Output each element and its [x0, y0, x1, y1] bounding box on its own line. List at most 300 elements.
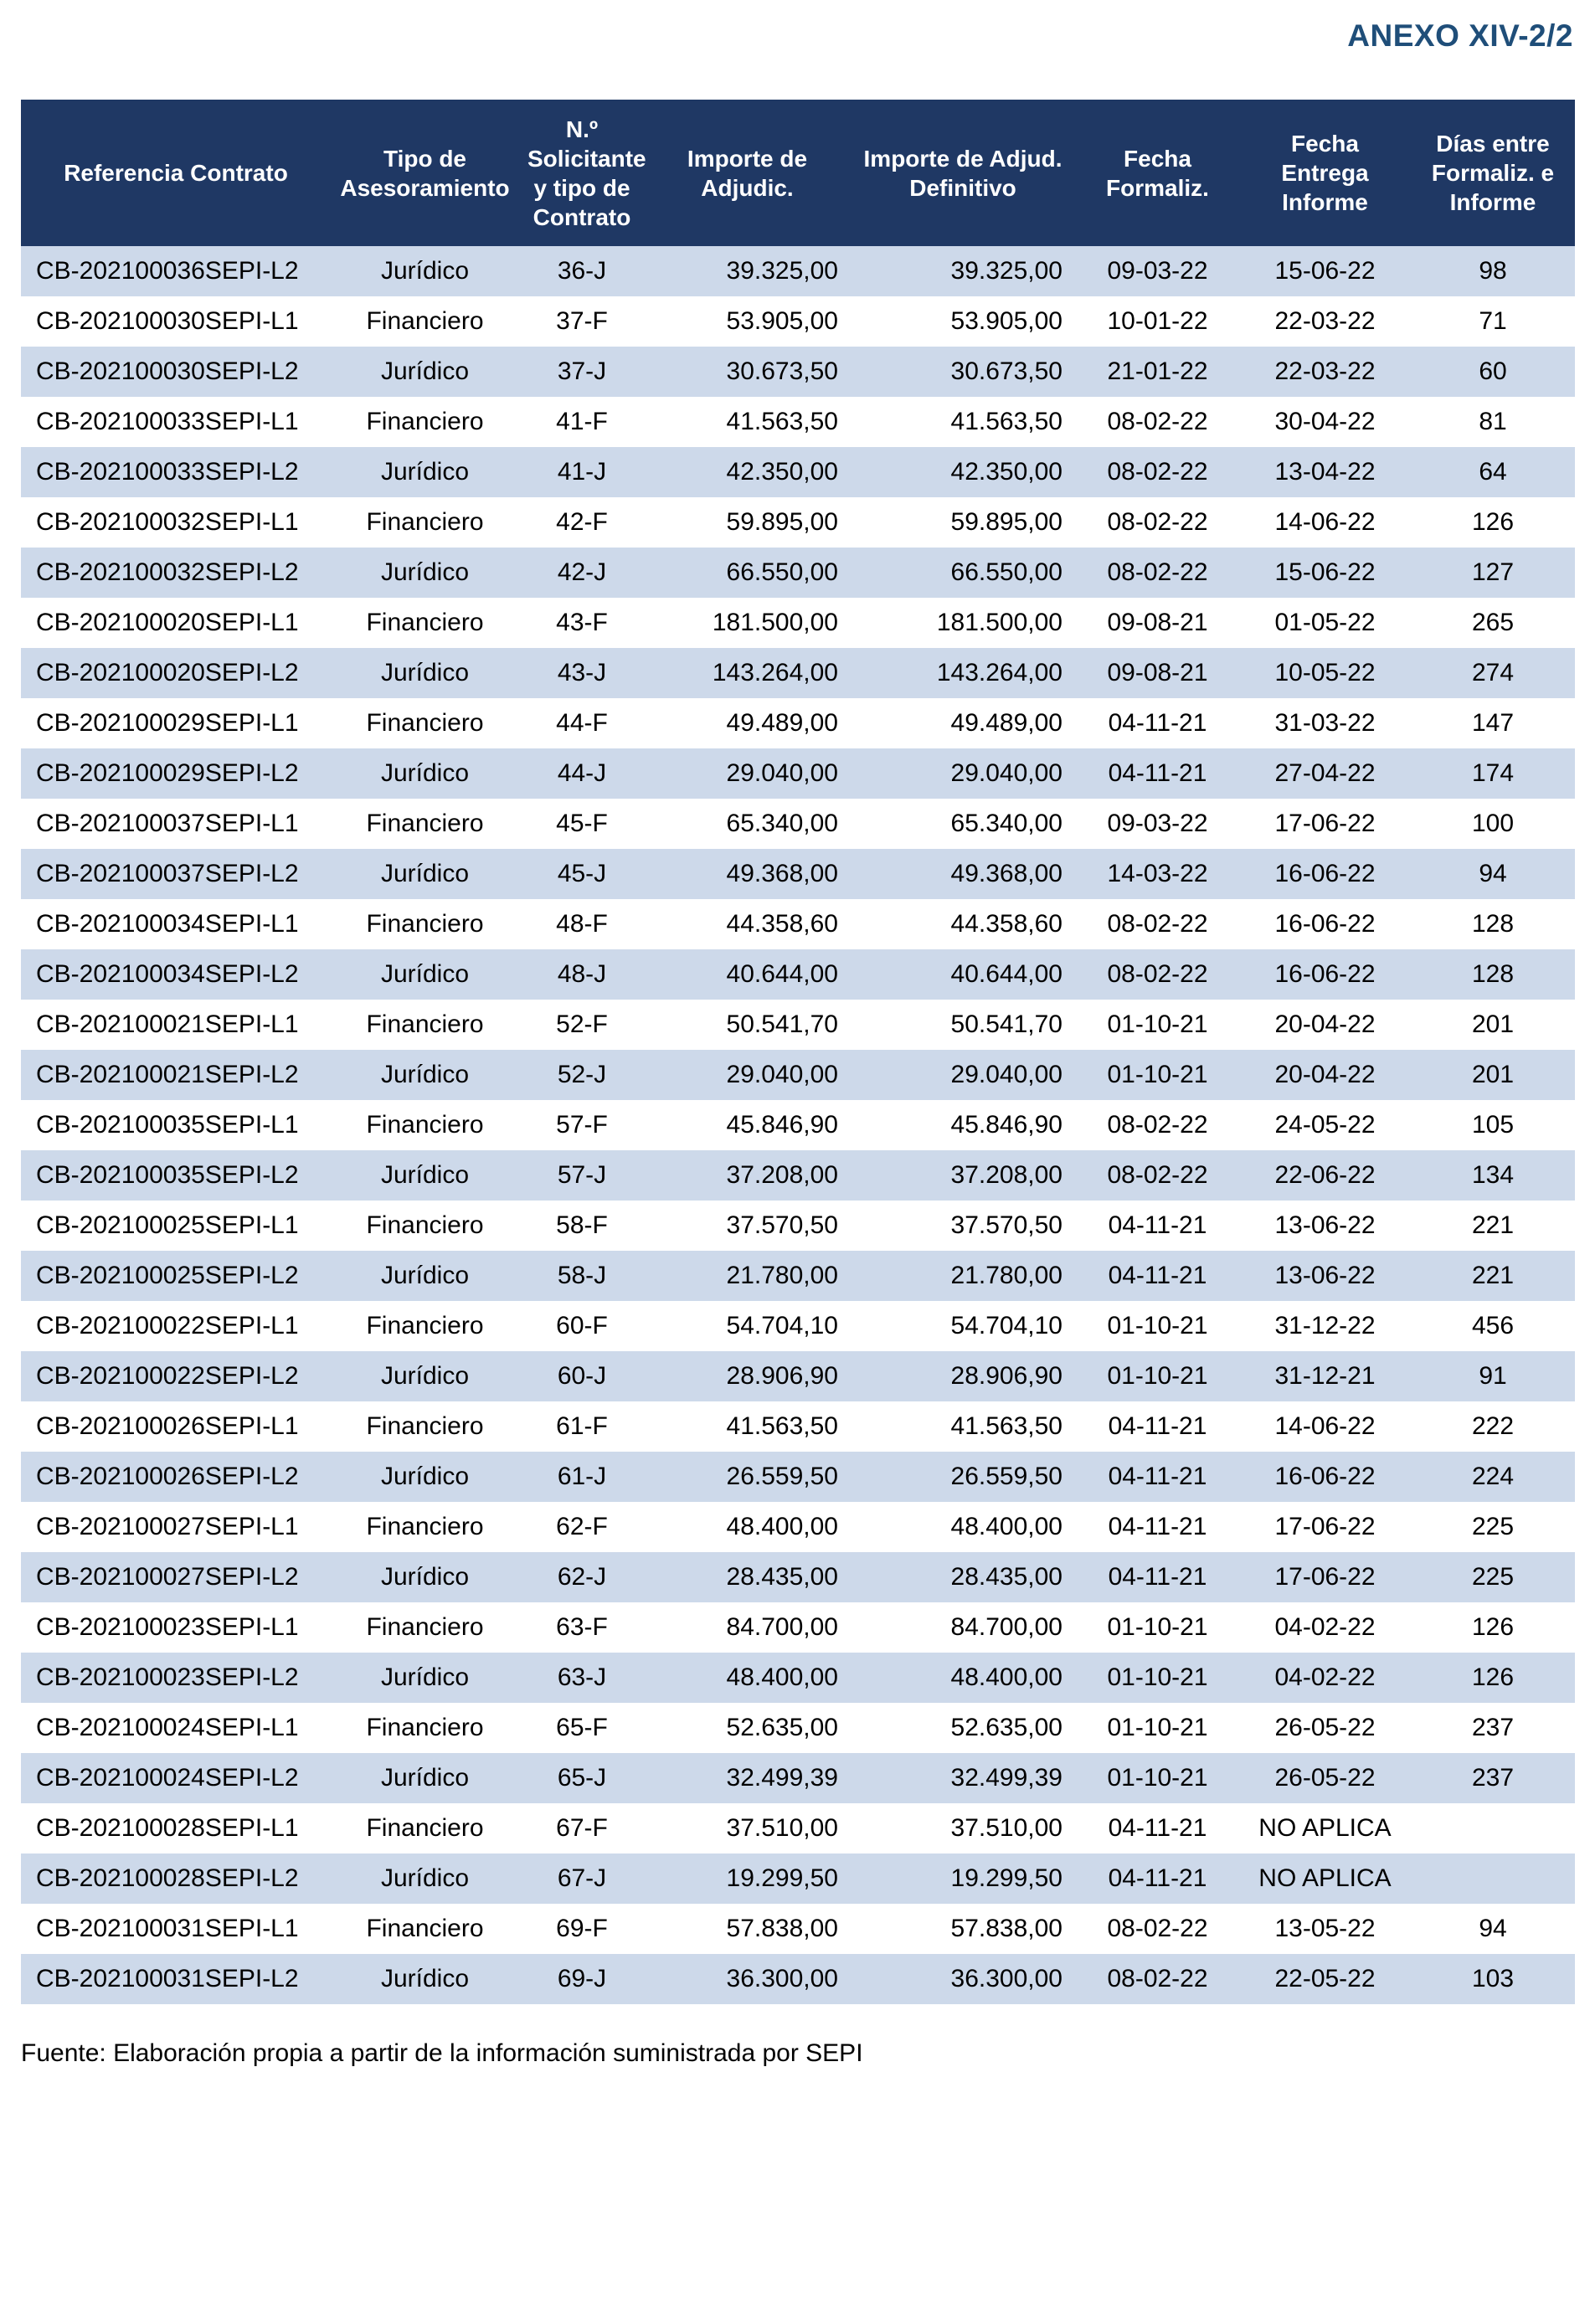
cell-importe-adjud-definitivo: 57.838,00: [950, 1915, 1062, 1942]
cell-fecha-formaliz: 01-10-21: [1107, 1613, 1208, 1641]
cell-importe-adjudic: 49.368,00: [726, 860, 838, 887]
cell-tipo-asesoramiento: Jurídico: [380, 1262, 470, 1289]
cell-tipo-asesoramiento: Financiero: [366, 1513, 484, 1540]
cell-importe-adjud-definitivo: 32.499,39: [950, 1764, 1062, 1792]
table-row: [21, 648, 1575, 698]
cell-referencia-contrato: CB-202100029SEPI-L1: [36, 709, 299, 737]
cell-fecha-formaliz: 08-02-22: [1107, 960, 1208, 988]
cell-referencia-contrato: CB-202100035SEPI-L2: [36, 1161, 299, 1189]
cell-fecha-entrega-informe: 20-04-22: [1274, 1010, 1376, 1038]
table-row: [21, 1954, 1575, 2004]
cell-num-solicitante: 62-J: [557, 1563, 607, 1591]
cell-importe-adjud-definitivo: 53.905,00: [950, 307, 1062, 335]
cell-referencia-contrato: CB-202100030SEPI-L1: [36, 307, 299, 335]
cell-importe-adjud-definitivo: 29.040,00: [950, 759, 1062, 787]
cell-num-solicitante: 60-J: [557, 1362, 607, 1390]
column-header-dias-entre-formaliz-informe: Días entre Formaliz. e Informe: [1411, 100, 1575, 246]
table-row: [21, 1854, 1575, 1904]
table-row: [21, 1201, 1575, 1251]
cell-dias-entre-formaliz-informe: 221: [1471, 1211, 1515, 1239]
cell-importe-adjudic: 52.635,00: [726, 1714, 838, 1741]
cell-importe-adjud-definitivo: 50.541,70: [950, 1010, 1062, 1038]
cell-fecha-formaliz: 04-11-21: [1108, 1563, 1207, 1591]
cell-referencia-contrato: CB-202100031SEPI-L2: [36, 1965, 299, 1992]
cell-importe-adjudic: 53.905,00: [726, 307, 838, 335]
cell-importe-adjudic: 41.563,50: [726, 408, 838, 435]
cell-num-solicitante: 52-F: [556, 1010, 608, 1038]
cell-referencia-contrato: CB-202100026SEPI-L2: [36, 1463, 299, 1490]
cell-fecha-formaliz: 09-03-22: [1107, 810, 1208, 837]
cell-num-solicitante: 37-J: [557, 357, 607, 385]
cell-fecha-entrega-informe: NO APLICA: [1258, 1814, 1392, 1842]
cell-fecha-formaliz: 14-03-22: [1107, 860, 1208, 887]
table-row: [21, 246, 1575, 296]
cell-referencia-contrato: CB-202100031SEPI-L1: [36, 1915, 299, 1942]
table-header-row: [21, 100, 1575, 246]
cell-fecha-formaliz: 04-11-21: [1108, 1513, 1207, 1540]
cell-fecha-formaliz: 09-08-21: [1107, 609, 1208, 636]
cell-fecha-entrega-informe: 22-05-22: [1274, 1965, 1376, 1992]
cell-dias-entre-formaliz-informe: 225: [1471, 1563, 1515, 1591]
cell-tipo-asesoramiento: Financiero: [366, 1714, 484, 1741]
cell-tipo-asesoramiento: Jurídico: [380, 860, 470, 887]
cell-importe-adjudic: 49.489,00: [726, 709, 838, 737]
cell-tipo-asesoramiento: Jurídico: [380, 1061, 470, 1088]
cell-importe-adjudic: 29.040,00: [726, 1061, 838, 1088]
cell-dias-entre-formaliz-informe: 222: [1471, 1412, 1515, 1440]
cell-referencia-contrato: CB-202100021SEPI-L2: [36, 1061, 299, 1088]
cell-referencia-contrato: CB-202100022SEPI-L2: [36, 1362, 299, 1390]
cell-dias-entre-formaliz-informe: 274: [1471, 659, 1515, 686]
cell-num-solicitante: 43-F: [556, 609, 608, 636]
cell-fecha-formaliz: 09-08-21: [1107, 659, 1208, 686]
cell-fecha-entrega-informe: 30-04-22: [1274, 408, 1376, 435]
cell-fecha-formaliz: 01-10-21: [1107, 1061, 1208, 1088]
cell-importe-adjudic: 143.264,00: [712, 659, 838, 686]
cell-referencia-contrato: CB-202100029SEPI-L2: [36, 759, 299, 787]
cell-referencia-contrato: CB-202100021SEPI-L1: [36, 1010, 299, 1038]
cell-dias-entre-formaliz-informe: 103: [1471, 1965, 1515, 1992]
cell-dias-entre-formaliz-informe: 134: [1471, 1161, 1515, 1189]
cell-fecha-formaliz: 08-02-22: [1107, 1915, 1208, 1942]
column-header-num-solicitante: N.º Solicitante y tipo de Contrato: [519, 100, 645, 246]
cell-tipo-asesoramiento: Financiero: [366, 609, 484, 636]
cell-fecha-entrega-informe: 22-03-22: [1274, 357, 1376, 385]
cell-importe-adjudic: 59.895,00: [726, 508, 838, 536]
cell-fecha-entrega-informe: 17-06-22: [1274, 1563, 1376, 1591]
cell-fecha-formaliz: 08-02-22: [1107, 910, 1208, 938]
table-row: [21, 849, 1575, 899]
table-row: [21, 949, 1575, 1000]
cell-importe-adjudic: 28.906,90: [726, 1362, 838, 1390]
cell-importe-adjud-definitivo: 84.700,00: [950, 1613, 1062, 1641]
table-row: [21, 1301, 1575, 1351]
page-title: ANEXO XIV-2/2: [1347, 18, 1573, 53]
cell-importe-adjud-definitivo: 26.559,50: [950, 1463, 1062, 1490]
cell-importe-adjudic: 32.499,39: [726, 1764, 838, 1792]
cell-referencia-contrato: CB-202100027SEPI-L1: [36, 1513, 299, 1540]
cell-importe-adjudic: 21.780,00: [726, 1262, 838, 1289]
cell-fecha-entrega-informe: 17-06-22: [1274, 810, 1376, 837]
cell-importe-adjud-definitivo: 41.563,50: [950, 1412, 1062, 1440]
cell-tipo-asesoramiento: Financiero: [366, 910, 484, 938]
cell-referencia-contrato: CB-202100022SEPI-L1: [36, 1312, 299, 1339]
cell-importe-adjudic: 54.704,10: [726, 1312, 838, 1339]
cell-dias-entre-formaliz-informe: 126: [1471, 1613, 1515, 1641]
cell-fecha-formaliz: 01-10-21: [1107, 1663, 1208, 1691]
cell-dias-entre-formaliz-informe: [1411, 1803, 1575, 1854]
cell-fecha-formaliz: 21-01-22: [1107, 357, 1208, 385]
cell-tipo-asesoramiento: Financiero: [366, 1111, 484, 1139]
table-row: [21, 296, 1575, 347]
cell-tipo-asesoramiento: Jurídico: [380, 759, 470, 787]
cell-num-solicitante: 67-F: [556, 1814, 608, 1842]
cell-dias-entre-formaliz-informe: 94: [1479, 1915, 1507, 1942]
cell-num-solicitante: 44-F: [556, 709, 608, 737]
cell-dias-entre-formaliz-informe: [1411, 1854, 1575, 1904]
column-header-fecha-entrega-informe: Fecha Entrega Informe: [1239, 100, 1411, 246]
cell-num-solicitante: 41-F: [556, 408, 608, 435]
cell-num-solicitante: 43-J: [557, 659, 607, 686]
cell-tipo-asesoramiento: Financiero: [366, 709, 484, 737]
cell-fecha-formaliz: 01-10-21: [1107, 1362, 1208, 1390]
cell-dias-entre-formaliz-informe: 105: [1471, 1111, 1515, 1139]
table-row: [21, 548, 1575, 598]
cell-importe-adjudic: 66.550,00: [726, 558, 838, 586]
table-row: [21, 748, 1575, 799]
cell-referencia-contrato: CB-202100034SEPI-L2: [36, 960, 299, 988]
table-row: [21, 1602, 1575, 1653]
cell-num-solicitante: 36-J: [557, 257, 607, 285]
cell-tipo-asesoramiento: Financiero: [366, 1814, 484, 1842]
cell-importe-adjud-definitivo: 21.780,00: [950, 1262, 1062, 1289]
cell-fecha-entrega-informe: 31-03-22: [1274, 709, 1376, 737]
cell-num-solicitante: 62-F: [556, 1513, 608, 1540]
cell-num-solicitante: 45-J: [557, 860, 607, 887]
cell-fecha-entrega-informe: 26-05-22: [1274, 1714, 1376, 1741]
cell-importe-adjudic: 44.358,60: [726, 910, 838, 938]
cell-fecha-formaliz: 04-11-21: [1108, 1412, 1207, 1440]
cell-importe-adjudic: 181.500,00: [712, 609, 838, 636]
cell-num-solicitante: 63-F: [556, 1613, 608, 1641]
cell-referencia-contrato: CB-202100037SEPI-L2: [36, 860, 299, 887]
table-header: [21, 100, 1575, 246]
cell-importe-adjudic: 28.435,00: [726, 1563, 838, 1591]
cell-importe-adjudic: 57.838,00: [726, 1915, 838, 1942]
cell-num-solicitante: 57-F: [556, 1111, 608, 1139]
cell-fecha-formaliz: 08-02-22: [1107, 508, 1208, 536]
cell-importe-adjudic: 37.208,00: [726, 1161, 838, 1189]
cell-dias-entre-formaliz-informe: 225: [1471, 1513, 1515, 1540]
cell-fecha-entrega-informe: 13-06-22: [1274, 1211, 1376, 1239]
cell-fecha-entrega-informe: 14-06-22: [1274, 508, 1376, 536]
table-row: [21, 447, 1575, 497]
cell-fecha-entrega-informe: NO APLICA: [1258, 1864, 1392, 1892]
cell-fecha-entrega-informe: 26-05-22: [1274, 1764, 1376, 1792]
cell-referencia-contrato: CB-202100025SEPI-L2: [36, 1262, 299, 1289]
table-row: [21, 347, 1575, 397]
cell-fecha-entrega-informe: 16-06-22: [1274, 910, 1376, 938]
cell-dias-entre-formaliz-informe: 126: [1471, 508, 1515, 536]
cell-num-solicitante: 58-F: [556, 1211, 608, 1239]
cell-num-solicitante: 60-F: [556, 1312, 608, 1339]
cell-referencia-contrato: CB-202100033SEPI-L2: [36, 458, 299, 486]
cell-num-solicitante: 69-J: [557, 1965, 607, 1992]
cell-tipo-asesoramiento: Financiero: [366, 1211, 484, 1239]
cell-tipo-asesoramiento: Financiero: [366, 1915, 484, 1942]
cell-importe-adjudic: 50.541,70: [726, 1010, 838, 1038]
cell-num-solicitante: 48-J: [557, 960, 607, 988]
cell-fecha-formaliz: 04-11-21: [1108, 1211, 1207, 1239]
cell-tipo-asesoramiento: Financiero: [366, 1010, 484, 1038]
cell-importe-adjudic: 37.570,50: [726, 1211, 838, 1239]
cell-dias-entre-formaliz-informe: 221: [1471, 1262, 1515, 1289]
cell-referencia-contrato: CB-202100025SEPI-L1: [36, 1211, 299, 1239]
cell-tipo-asesoramiento: Jurídico: [380, 960, 470, 988]
cell-referencia-contrato: CB-202100024SEPI-L2: [36, 1764, 299, 1792]
cell-importe-adjudic: 48.400,00: [726, 1513, 838, 1540]
table-row: [21, 1653, 1575, 1703]
cell-dias-entre-formaliz-informe: 201: [1471, 1010, 1515, 1038]
cell-dias-entre-formaliz-informe: 94: [1479, 860, 1507, 887]
table-row: [21, 1351, 1575, 1401]
cell-num-solicitante: 37-F: [556, 307, 608, 335]
table-row: [21, 1703, 1575, 1753]
cell-num-solicitante: 42-F: [556, 508, 608, 536]
cell-tipo-asesoramiento: Financiero: [366, 1312, 484, 1339]
cell-fecha-entrega-informe: 04-02-22: [1274, 1613, 1376, 1641]
cell-tipo-asesoramiento: Financiero: [366, 307, 484, 335]
cell-importe-adjud-definitivo: 37.208,00: [950, 1161, 1062, 1189]
cell-num-solicitante: 57-J: [557, 1161, 607, 1189]
cell-importe-adjudic: 84.700,00: [726, 1613, 838, 1641]
cell-importe-adjud-definitivo: 37.570,50: [950, 1211, 1062, 1239]
cell-dias-entre-formaliz-informe: 174: [1471, 759, 1515, 787]
cell-num-solicitante: 63-J: [557, 1663, 607, 1691]
table-row: [21, 1552, 1575, 1602]
cell-fecha-formaliz: 04-11-21: [1108, 1262, 1207, 1289]
cell-num-solicitante: 42-J: [557, 558, 607, 586]
cell-fecha-entrega-informe: 10-05-22: [1274, 659, 1376, 686]
cell-dias-entre-formaliz-informe: 201: [1471, 1061, 1515, 1088]
cell-importe-adjud-definitivo: 28.906,90: [950, 1362, 1062, 1390]
table-row: [21, 799, 1575, 849]
cell-tipo-asesoramiento: Financiero: [366, 1613, 484, 1641]
cell-importe-adjudic: 48.400,00: [726, 1663, 838, 1691]
cell-importe-adjud-definitivo: 48.400,00: [950, 1663, 1062, 1691]
cell-fecha-entrega-informe: 16-06-22: [1274, 1463, 1376, 1490]
cell-importe-adjud-definitivo: 49.489,00: [950, 709, 1062, 737]
cell-fecha-entrega-informe: 31-12-21: [1274, 1362, 1376, 1390]
cell-importe-adjud-definitivo: 42.350,00: [950, 458, 1062, 486]
cell-tipo-asesoramiento: Jurídico: [380, 458, 470, 486]
table-row: [21, 1100, 1575, 1150]
cell-importe-adjudic: 19.299,50: [726, 1864, 838, 1892]
cell-tipo-asesoramiento: Jurídico: [380, 1563, 470, 1591]
cell-tipo-asesoramiento: Jurídico: [380, 1463, 470, 1490]
cell-fecha-entrega-informe: 14-06-22: [1274, 1412, 1376, 1440]
cell-fecha-entrega-informe: 27-04-22: [1274, 759, 1376, 787]
cell-referencia-contrato: CB-202100037SEPI-L1: [36, 810, 299, 837]
cell-fecha-entrega-informe: 15-06-22: [1274, 558, 1376, 586]
cell-fecha-formaliz: 04-11-21: [1108, 1814, 1207, 1842]
cell-importe-adjud-definitivo: 29.040,00: [950, 1061, 1062, 1088]
cell-num-solicitante: 61-J: [557, 1463, 607, 1490]
cell-importe-adjudic: 45.846,90: [726, 1111, 838, 1139]
cell-importe-adjudic: 37.510,00: [726, 1814, 838, 1842]
cell-tipo-asesoramiento: Jurídico: [380, 357, 470, 385]
cell-fecha-formaliz: 01-10-21: [1107, 1312, 1208, 1339]
cell-importe-adjud-definitivo: 28.435,00: [950, 1563, 1062, 1591]
cell-fecha-entrega-informe: 22-06-22: [1274, 1161, 1376, 1189]
column-header-referencia-contrato: Referencia Contrato: [21, 100, 331, 246]
table-row: [21, 1150, 1575, 1201]
cell-fecha-formaliz: 09-03-22: [1107, 257, 1208, 285]
cell-tipo-asesoramiento: Jurídico: [380, 1362, 470, 1390]
cell-referencia-contrato: CB-202100030SEPI-L2: [36, 357, 299, 385]
table-row: [21, 698, 1575, 748]
cell-importe-adjud-definitivo: 181.500,00: [936, 609, 1062, 636]
cell-tipo-asesoramiento: Financiero: [366, 810, 484, 837]
cell-num-solicitante: 61-F: [556, 1412, 608, 1440]
cell-importe-adjud-definitivo: 36.300,00: [950, 1965, 1062, 1992]
cell-dias-entre-formaliz-informe: 98: [1479, 257, 1507, 285]
cell-dias-entre-formaliz-informe: 128: [1471, 910, 1515, 938]
column-header-fecha-formaliz: Fecha Formaliz.: [1076, 100, 1239, 246]
cell-referencia-contrato: CB-202100020SEPI-L1: [36, 609, 299, 636]
cell-fecha-formaliz: 08-02-22: [1107, 458, 1208, 486]
contracts-table: [21, 100, 1575, 2004]
cell-dias-entre-formaliz-informe: 126: [1471, 1663, 1515, 1691]
source-note: Fuente: Elaboración propia a partir de la información suministrada por SEPI: [21, 2039, 863, 2067]
cell-importe-adjud-definitivo: 45.846,90: [950, 1111, 1062, 1139]
cell-dias-entre-formaliz-informe: 128: [1471, 960, 1515, 988]
cell-importe-adjud-definitivo: 30.673,50: [950, 357, 1062, 385]
cell-dias-entre-formaliz-informe: 265: [1471, 609, 1515, 636]
cell-importe-adjud-definitivo: 41.563,50: [950, 408, 1062, 435]
cell-importe-adjud-definitivo: 143.264,00: [936, 659, 1062, 686]
cell-num-solicitante: 67-J: [557, 1864, 607, 1892]
cell-importe-adjud-definitivo: 37.510,00: [950, 1814, 1062, 1842]
cell-fecha-formaliz: 01-10-21: [1107, 1010, 1208, 1038]
cell-dias-entre-formaliz-informe: 456: [1471, 1312, 1515, 1339]
cell-tipo-asesoramiento: Jurídico: [380, 1663, 470, 1691]
table-row: [21, 1050, 1575, 1100]
table-row: [21, 1753, 1575, 1803]
cell-num-solicitante: 52-J: [557, 1061, 607, 1088]
cell-fecha-entrega-informe: 13-06-22: [1274, 1262, 1376, 1289]
cell-importe-adjud-definitivo: 65.340,00: [950, 810, 1062, 837]
cell-importe-adjudic: 65.340,00: [726, 810, 838, 837]
cell-importe-adjudic: 42.350,00: [726, 458, 838, 486]
table-row: [21, 1401, 1575, 1452]
cell-num-solicitante: 69-F: [556, 1915, 608, 1942]
cell-dias-entre-formaliz-informe: 100: [1471, 810, 1515, 837]
cell-fecha-entrega-informe: 01-05-22: [1274, 609, 1376, 636]
cell-importe-adjud-definitivo: 49.368,00: [950, 860, 1062, 887]
cell-referencia-contrato: CB-202100023SEPI-L1: [36, 1613, 299, 1641]
cell-dias-entre-formaliz-informe: 237: [1471, 1714, 1515, 1741]
cell-importe-adjudic: 41.563,50: [726, 1412, 838, 1440]
column-header-tipo-asesoramiento: Tipo de Asesoramiento: [331, 100, 519, 246]
cell-referencia-contrato: CB-202100024SEPI-L1: [36, 1714, 299, 1741]
table-row: [21, 598, 1575, 648]
column-header-importe-adjud-definitivo: Importe de Adjud. Definitivo: [850, 100, 1076, 246]
cell-num-solicitante: 65-J: [557, 1764, 607, 1792]
cell-fecha-entrega-informe: 20-04-22: [1274, 1061, 1376, 1088]
table-row: [21, 1251, 1575, 1301]
table-row: [21, 1502, 1575, 1552]
cell-fecha-formaliz: 08-02-22: [1107, 558, 1208, 586]
cell-dias-entre-formaliz-informe: 224: [1471, 1463, 1515, 1490]
cell-fecha-formaliz: 01-10-21: [1107, 1714, 1208, 1741]
cell-tipo-asesoramiento: Jurídico: [380, 1965, 470, 1992]
cell-dias-entre-formaliz-informe: 64: [1479, 458, 1507, 486]
cell-tipo-asesoramiento: Jurídico: [380, 1161, 470, 1189]
cell-importe-adjudic: 40.644,00: [726, 960, 838, 988]
column-header-importe-adjudic: Importe de Adjudic.: [645, 100, 850, 246]
cell-importe-adjudic: 36.300,00: [726, 1965, 838, 1992]
cell-dias-entre-formaliz-informe: 91: [1479, 1362, 1507, 1390]
table-row: [21, 497, 1575, 548]
cell-num-solicitante: 45-F: [556, 810, 608, 837]
cell-referencia-contrato: CB-202100026SEPI-L1: [36, 1412, 299, 1440]
table-row: [21, 1803, 1575, 1854]
cell-num-solicitante: 41-J: [557, 458, 607, 486]
cell-fecha-entrega-informe: 13-05-22: [1274, 1915, 1376, 1942]
cell-referencia-contrato: CB-202100020SEPI-L2: [36, 659, 299, 686]
cell-fecha-entrega-informe: 15-06-22: [1274, 257, 1376, 285]
cell-importe-adjudic: 39.325,00: [726, 257, 838, 285]
cell-fecha-formaliz: 08-02-22: [1107, 1965, 1208, 1992]
cell-dias-entre-formaliz-informe: 147: [1471, 709, 1515, 737]
table-row: [21, 899, 1575, 949]
cell-importe-adjudic: 29.040,00: [726, 759, 838, 787]
table-body: [21, 246, 1575, 2004]
cell-referencia-contrato: CB-202100027SEPI-L2: [36, 1563, 299, 1591]
cell-fecha-entrega-informe: 24-05-22: [1274, 1111, 1376, 1139]
cell-importe-adjud-definitivo: 40.644,00: [950, 960, 1062, 988]
cell-dias-entre-formaliz-informe: 127: [1471, 558, 1515, 586]
table-row: [21, 1452, 1575, 1502]
cell-fecha-formaliz: 08-02-22: [1107, 408, 1208, 435]
cell-referencia-contrato: CB-202100028SEPI-L2: [36, 1864, 299, 1892]
cell-num-solicitante: 65-F: [556, 1714, 608, 1741]
cell-referencia-contrato: CB-202100028SEPI-L1: [36, 1814, 299, 1842]
table-row: [21, 397, 1575, 447]
cell-referencia-contrato: CB-202100033SEPI-L1: [36, 408, 299, 435]
cell-num-solicitante: 58-J: [557, 1262, 607, 1289]
cell-importe-adjud-definitivo: 66.550,00: [950, 558, 1062, 586]
cell-dias-entre-formaliz-informe: 81: [1479, 408, 1507, 435]
cell-fecha-entrega-informe: 22-03-22: [1274, 307, 1376, 335]
cell-fecha-entrega-informe: 16-06-22: [1274, 860, 1376, 887]
cell-num-solicitante: 44-J: [557, 759, 607, 787]
cell-tipo-asesoramiento: Jurídico: [380, 257, 470, 285]
cell-importe-adjudic: 30.673,50: [726, 357, 838, 385]
cell-importe-adjud-definitivo: 59.895,00: [950, 508, 1062, 536]
cell-fecha-formaliz: 04-11-21: [1108, 1864, 1207, 1892]
cell-importe-adjud-definitivo: 44.358,60: [950, 910, 1062, 938]
table-row: [21, 1904, 1575, 1954]
cell-referencia-contrato: CB-202100032SEPI-L1: [36, 508, 299, 536]
cell-fecha-formaliz: 04-11-21: [1108, 709, 1207, 737]
cell-tipo-asesoramiento: Financiero: [366, 408, 484, 435]
cell-fecha-entrega-informe: 31-12-22: [1274, 1312, 1376, 1339]
cell-referencia-contrato: CB-202100035SEPI-L1: [36, 1111, 299, 1139]
cell-tipo-asesoramiento: Jurídico: [380, 1764, 470, 1792]
cell-fecha-entrega-informe: 17-06-22: [1274, 1513, 1376, 1540]
